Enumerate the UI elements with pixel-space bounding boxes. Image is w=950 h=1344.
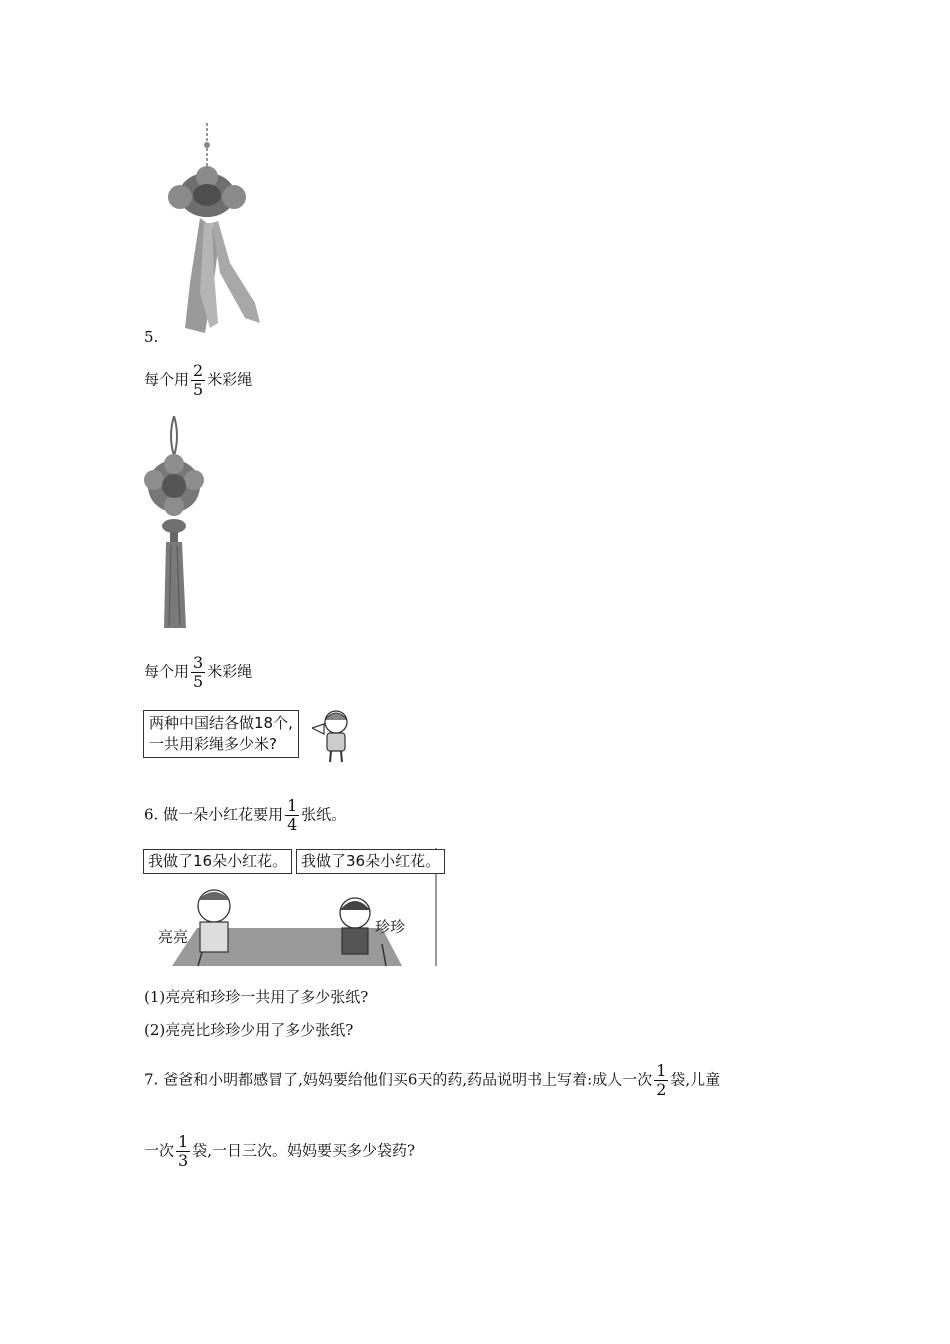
problem-6-question-2: (2)亮亮比珍珍少用了多少张纸?: [144, 1021, 354, 1039]
item-1-prefix: 每个用: [144, 370, 190, 389]
speech-line-2: 一共用彩绳多少米?: [149, 735, 277, 753]
chinese-knot-image-2: [138, 416, 213, 631]
problem-5-item-1: [144, 362, 252, 399]
problem-7-text-2: 袋,儿童: [670, 1070, 721, 1089]
fraction-1-2: $\frac{1}{2}$: [656, 1061, 667, 1099]
problem-6-suffix: 张纸。: [301, 805, 347, 824]
problem-7-line-1: [144, 1062, 720, 1099]
chinese-knot-image-1: [160, 123, 270, 335]
item-1-suffix: 米彩绳: [207, 370, 253, 389]
problem-5-item-2: [144, 654, 252, 691]
problem-6-stem: [144, 797, 346, 834]
problem-7-text-1: 7. 爸爸和小明都感冒了,妈妈要给他们买6天的药,药品说明书上写着:成人一次: [144, 1070, 653, 1089]
problem-6-prefix: 做一朵小红花要用: [163, 805, 284, 824]
fraction-3-5: $\frac{3}{5}$: [193, 653, 204, 691]
problem-7-text-4: 袋,一日三次。妈妈要买多少袋药?: [192, 1141, 416, 1160]
boy-figure-image: [312, 708, 354, 764]
problem-7-line-2: [144, 1133, 415, 1170]
problem-6-number: 6.: [144, 805, 159, 824]
fraction-2-5: $\frac{2}{5}$: [193, 361, 204, 399]
item-2-prefix: 每个用: [144, 662, 190, 681]
problem-6-question-1: (1)亮亮和珍珍一共用了多少张纸?: [144, 988, 369, 1006]
fraction-1-4: $\frac{1}{4}$: [287, 796, 298, 834]
name-zhenzhen: 珍珍: [375, 918, 406, 936]
bubble-zhenzhen: 我做了36朵小红花。: [296, 849, 445, 874]
problem-7-text-3: 一次: [144, 1141, 175, 1160]
problem-5-number: 5.: [144, 328, 159, 346]
item-2-suffix: 米彩绳: [207, 662, 253, 681]
fraction-1-3: $\frac{1}{3}$: [178, 1132, 189, 1170]
problem-5-speech-bubble: [143, 710, 299, 758]
speech-line-1: 两种中国结各做18个,: [149, 714, 293, 732]
bubble-liangliang: 我做了16朵小红花。: [143, 849, 292, 874]
name-liangliang: 亮亮: [158, 928, 189, 946]
